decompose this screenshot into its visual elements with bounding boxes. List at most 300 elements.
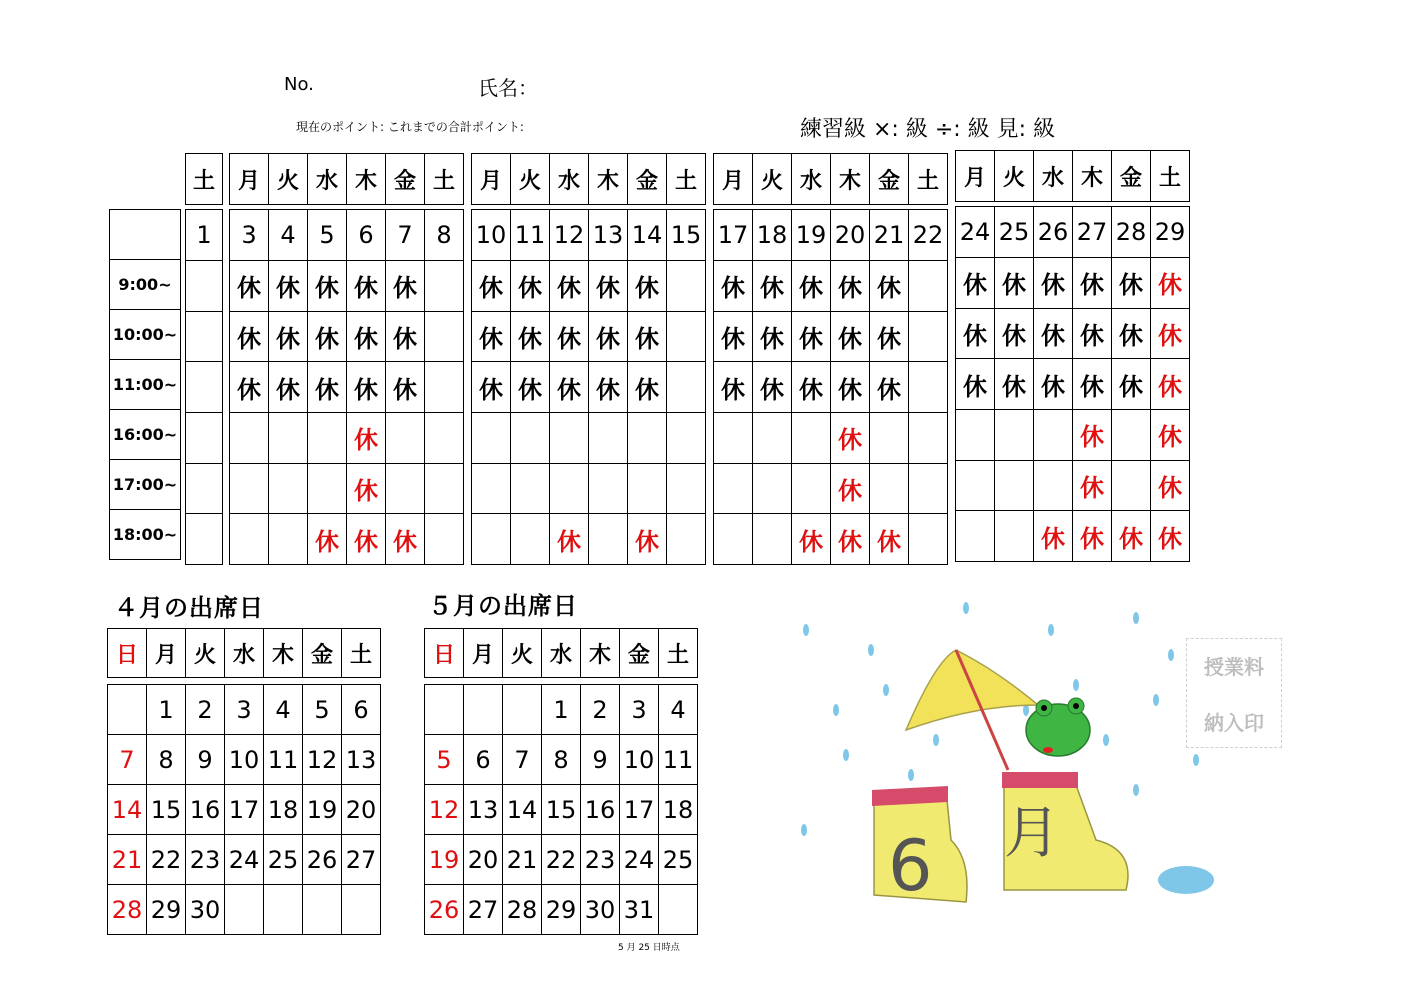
calendar-day: 21 xyxy=(108,835,147,885)
slot-cell: 休 xyxy=(753,362,792,413)
slot-cell: 休 xyxy=(1151,308,1190,359)
slot-cell: 休 xyxy=(956,258,995,309)
month-number: 6 xyxy=(888,825,933,907)
weekday-header: 月 xyxy=(714,154,753,205)
calendar-day: 24 xyxy=(620,835,659,885)
slot-cell xyxy=(186,413,223,464)
calendar-weekday: 日 xyxy=(108,629,147,678)
slot-cell: 休 xyxy=(308,311,347,362)
date-cell: 25 xyxy=(995,207,1034,258)
calendar-day: 4 xyxy=(264,685,303,735)
slot-cell xyxy=(511,463,550,514)
slot-cell: 休 xyxy=(1151,511,1190,562)
calendar-weekday: 木 xyxy=(581,629,620,678)
weekday-header: 土 xyxy=(425,154,464,205)
slot-cell xyxy=(186,514,223,565)
weekday-header: 水 xyxy=(550,154,589,205)
weekday-header: 金 xyxy=(386,154,425,205)
slot-cell: 休 xyxy=(831,261,870,312)
date-cell: 20 xyxy=(831,210,870,261)
slot-cell: 休 xyxy=(1034,359,1073,410)
slot-cell: 休 xyxy=(589,261,628,312)
slot-cell: 休 xyxy=(589,362,628,413)
tuition-stamp-box xyxy=(1186,638,1282,748)
slot-cell xyxy=(995,511,1034,562)
slot-cell: 休 xyxy=(230,311,269,362)
slot-cell xyxy=(186,311,223,362)
date-cell: 13 xyxy=(589,210,628,261)
calendar-day: 30 xyxy=(581,885,620,935)
slot-cell xyxy=(386,463,425,514)
slot-cell: 休 xyxy=(511,261,550,312)
calendar-day: 17 xyxy=(225,785,264,835)
slot-cell: 休 xyxy=(550,362,589,413)
weekday-header: 水 xyxy=(792,154,831,205)
calendar-day: 9 xyxy=(186,735,225,785)
slot-cell xyxy=(269,514,308,565)
calendar-day: 4 xyxy=(659,685,698,735)
slot-cell xyxy=(956,410,995,461)
date-cell: 1 xyxy=(186,210,223,261)
calendar-day: 7 xyxy=(503,735,542,785)
time-slot-column xyxy=(109,209,181,560)
calendar-day: 28 xyxy=(108,885,147,935)
calendar-day: 8 xyxy=(542,735,581,785)
slot-cell: 休 xyxy=(386,311,425,362)
calendar-day: 18 xyxy=(659,785,698,835)
slot-cell: 休 xyxy=(1151,258,1190,309)
slot-cell xyxy=(870,463,909,514)
weekday-header: 水 xyxy=(1034,151,1073,202)
slot-cell xyxy=(269,463,308,514)
slot-cell xyxy=(425,463,464,514)
date-cell: 26 xyxy=(1034,207,1073,258)
slot-cell: 休 xyxy=(792,261,831,312)
may-title: ５月の出席日 xyxy=(428,592,578,620)
slot-cell xyxy=(667,311,706,362)
calendar-weekday: 月 xyxy=(464,629,503,678)
slot-cell: 休 xyxy=(628,362,667,413)
slot-cell: 休 xyxy=(792,514,831,565)
name-label: 氏名： xyxy=(478,76,538,100)
slot-cell xyxy=(589,514,628,565)
calendar-day: 25 xyxy=(659,835,698,885)
slot-cell: 休 xyxy=(995,258,1034,309)
slot-cell xyxy=(667,413,706,464)
week3-schedule xyxy=(713,209,948,565)
calendar-day xyxy=(264,885,303,935)
weekday-header: 月 xyxy=(230,154,269,205)
slot-cell: 休 xyxy=(870,514,909,565)
slot-cell: 休 xyxy=(308,261,347,312)
slot-cell xyxy=(230,413,269,464)
slot-cell: 休 xyxy=(1034,308,1073,359)
calendar-weekday: 土 xyxy=(659,629,698,678)
calendar-day: 20 xyxy=(464,835,503,885)
slot-cell xyxy=(589,463,628,514)
calendar-weekday: 水 xyxy=(225,629,264,678)
puddle-icon xyxy=(1158,866,1214,894)
calendar-weekday: 金 xyxy=(303,629,342,678)
stamp-line1: 授業料 xyxy=(1204,655,1264,679)
weekday-header: 金 xyxy=(870,154,909,205)
slot-cell xyxy=(956,460,995,511)
date-cell: 24 xyxy=(956,207,995,258)
slot-cell xyxy=(1034,460,1073,511)
april-weekday-header xyxy=(107,628,381,678)
slot-cell: 休 xyxy=(511,311,550,362)
calendar-day: 26 xyxy=(303,835,342,885)
slot-cell: 休 xyxy=(347,514,386,565)
date-cell: 18 xyxy=(753,210,792,261)
slot-cell xyxy=(1034,410,1073,461)
date-cell: 12 xyxy=(550,210,589,261)
calendar-day: 6 xyxy=(464,735,503,785)
slot-cell: 休 xyxy=(1073,308,1112,359)
weekday-header: 月 xyxy=(472,154,511,205)
slot-cell xyxy=(425,514,464,565)
calendar-day: 14 xyxy=(503,785,542,835)
calendar-weekday: 日 xyxy=(425,629,464,678)
weekday-header: 木 xyxy=(589,154,628,205)
calendar-day: 5 xyxy=(303,685,342,735)
weekday-header: 木 xyxy=(831,154,870,205)
slot-cell: 休 xyxy=(714,362,753,413)
date-cell: 22 xyxy=(909,210,948,261)
calendar-day: 12 xyxy=(303,735,342,785)
slot-cell: 休 xyxy=(308,514,347,565)
slot-cell: 休 xyxy=(589,311,628,362)
slot-cell xyxy=(995,460,1034,511)
month-kanji: 月 xyxy=(1004,801,1060,866)
slot-cell: 休 xyxy=(753,261,792,312)
week1-header xyxy=(229,153,464,205)
week1-schedule xyxy=(229,209,464,565)
slot-cell xyxy=(909,514,948,565)
calendar-day: 16 xyxy=(581,785,620,835)
slot-cell xyxy=(472,514,511,565)
slot-cell: 休 xyxy=(347,463,386,514)
calendar-day: 19 xyxy=(303,785,342,835)
slot-cell: 休 xyxy=(347,261,386,312)
calendar-day: 19 xyxy=(425,835,464,885)
weekday-header: 木 xyxy=(1073,151,1112,202)
calendar-day: 20 xyxy=(342,785,381,835)
slot-cell xyxy=(308,413,347,464)
slot-cell xyxy=(511,413,550,464)
date-cell: 3 xyxy=(230,210,269,261)
weekday-header: 木 xyxy=(347,154,386,205)
slot-cell: 休 xyxy=(831,362,870,413)
slot-cell: 休 xyxy=(714,311,753,362)
slot-cell xyxy=(667,261,706,312)
calendar-day: 31 xyxy=(620,885,659,935)
date-cell: 27 xyxy=(1073,207,1112,258)
slot-cell: 休 xyxy=(1151,410,1190,461)
slot-cell xyxy=(870,413,909,464)
slot-cell: 休 xyxy=(995,359,1034,410)
slot-cell: 休 xyxy=(753,311,792,362)
date-cell: 6 xyxy=(347,210,386,261)
calendar-day: 15 xyxy=(147,785,186,835)
june-illustration xyxy=(776,590,1246,920)
slot-cell xyxy=(628,463,667,514)
calendar-day: 10 xyxy=(620,735,659,785)
slot-cell xyxy=(186,362,223,413)
slot-cell xyxy=(1112,460,1151,511)
slot-cell xyxy=(628,413,667,464)
slot-cell xyxy=(909,413,948,464)
slot-cell: 休 xyxy=(1151,460,1190,511)
slot-cell: 休 xyxy=(1112,308,1151,359)
calendar-day: 9 xyxy=(581,735,620,785)
week3-header xyxy=(713,153,948,205)
calendar-day: 8 xyxy=(147,735,186,785)
calendar-day: 25 xyxy=(264,835,303,885)
slot-cell xyxy=(425,311,464,362)
slot-cell: 休 xyxy=(1073,460,1112,511)
slot-cell xyxy=(667,362,706,413)
weekday-header: 金 xyxy=(1112,151,1151,202)
calendar-day: 2 xyxy=(186,685,225,735)
date-cell: 7 xyxy=(386,210,425,261)
date-cell: 28 xyxy=(1112,207,1151,258)
slot-cell xyxy=(269,413,308,464)
as-of-note: 5 月 25 日時点 xyxy=(618,943,680,953)
slot-cell: 休 xyxy=(1112,359,1151,410)
slot-cell: 休 xyxy=(628,261,667,312)
slot-cell: 休 xyxy=(1112,511,1151,562)
slot-cell xyxy=(714,514,753,565)
april-calendar xyxy=(107,684,381,935)
slot-cell: 休 xyxy=(347,413,386,464)
umbrella-icon xyxy=(906,650,1038,770)
calendar-day: 27 xyxy=(464,885,503,935)
slot-cell xyxy=(550,413,589,464)
slot-cell xyxy=(956,511,995,562)
slot-cell: 休 xyxy=(1073,258,1112,309)
slot-cell xyxy=(753,463,792,514)
slot-cell: 休 xyxy=(956,359,995,410)
first-saturday-column xyxy=(185,209,223,565)
grade-label: 練習級 ×: 級 ÷: 級 見: 級 xyxy=(800,117,1056,142)
slot-cell xyxy=(667,463,706,514)
time-slot-label: 11:00~ xyxy=(110,360,181,410)
weekday-header: 土 xyxy=(1151,151,1190,202)
weekday-header: 土 xyxy=(186,154,223,205)
calendar-day: 29 xyxy=(542,885,581,935)
rain-drops-icon xyxy=(801,602,1199,836)
time-slot-label: 17:00~ xyxy=(110,460,181,510)
date-cell: 21 xyxy=(870,210,909,261)
calendar-day: 23 xyxy=(186,835,225,885)
date-cell: 8 xyxy=(425,210,464,261)
calendar-weekday: 火 xyxy=(186,629,225,678)
may-calendar xyxy=(424,684,698,935)
slot-cell: 休 xyxy=(1112,258,1151,309)
slot-cell xyxy=(186,261,223,312)
calendar-day xyxy=(303,885,342,935)
slot-cell: 休 xyxy=(995,308,1034,359)
calendar-day: 16 xyxy=(186,785,225,835)
slot-cell: 休 xyxy=(550,261,589,312)
slot-cell xyxy=(589,413,628,464)
time-slot-label: 10:00~ xyxy=(110,310,181,360)
slot-cell xyxy=(1112,410,1151,461)
slot-cell xyxy=(909,261,948,312)
calendar-day: 1 xyxy=(542,685,581,735)
calendar-weekday: 木 xyxy=(264,629,303,678)
slot-cell: 休 xyxy=(347,362,386,413)
slot-cell xyxy=(995,410,1034,461)
slot-cell: 休 xyxy=(347,311,386,362)
calendar-day: 11 xyxy=(659,735,698,785)
slot-cell: 休 xyxy=(550,311,589,362)
calendar-day: 10 xyxy=(225,735,264,785)
slot-cell: 休 xyxy=(628,311,667,362)
date-cell: 10 xyxy=(472,210,511,261)
calendar-day: 7 xyxy=(108,735,147,785)
slot-cell: 休 xyxy=(831,463,870,514)
calendar-day xyxy=(108,685,147,735)
points-label: 現在のポイント: これまでの合計ポイント: xyxy=(296,120,524,134)
date-cell: 11 xyxy=(511,210,550,261)
calendar-day: 15 xyxy=(542,785,581,835)
calendar-day: 1 xyxy=(147,685,186,735)
slot-cell: 休 xyxy=(1034,511,1073,562)
calendar-day xyxy=(503,685,542,735)
calendar-day: 17 xyxy=(620,785,659,835)
calendar-day: 18 xyxy=(264,785,303,835)
slot-cell: 休 xyxy=(472,362,511,413)
calendar-day: 2 xyxy=(581,685,620,735)
slot-cell: 休 xyxy=(1151,359,1190,410)
calendar-day xyxy=(659,885,698,935)
calendar-day: 3 xyxy=(620,685,659,735)
date-cell: 4 xyxy=(269,210,308,261)
date-cell: 5 xyxy=(308,210,347,261)
weekday-header: 火 xyxy=(995,151,1034,202)
slot-cell: 休 xyxy=(831,311,870,362)
slot-cell xyxy=(909,362,948,413)
date-cell: 15 xyxy=(667,210,706,261)
slot-cell: 休 xyxy=(472,311,511,362)
slot-cell: 休 xyxy=(269,261,308,312)
weekday-header: 土 xyxy=(909,154,948,205)
slot-cell: 休 xyxy=(870,311,909,362)
calendar-day: 22 xyxy=(542,835,581,885)
stamp-line2: 納入印 xyxy=(1204,711,1264,735)
slot-cell: 休 xyxy=(831,413,870,464)
week2-schedule xyxy=(471,209,706,565)
weekday-header: 火 xyxy=(753,154,792,205)
slot-cell: 休 xyxy=(386,261,425,312)
slot-cell: 休 xyxy=(714,261,753,312)
calendar-day: 11 xyxy=(264,735,303,785)
number-label: No. xyxy=(284,74,314,95)
weekday-header: 水 xyxy=(308,154,347,205)
weekday-header: 土 xyxy=(667,154,706,205)
time-corner xyxy=(110,210,181,260)
slot-cell xyxy=(472,463,511,514)
april-title: ４月の出席日 xyxy=(114,594,264,622)
time-slot-label: 9:00~ xyxy=(110,260,181,310)
slot-cell: 休 xyxy=(472,261,511,312)
slot-cell: 休 xyxy=(870,362,909,413)
calendar-weekday: 月 xyxy=(147,629,186,678)
slot-cell: 休 xyxy=(792,362,831,413)
slot-cell: 休 xyxy=(831,514,870,565)
slot-cell: 休 xyxy=(230,362,269,413)
slot-cell xyxy=(792,413,831,464)
slot-cell xyxy=(792,463,831,514)
calendar-weekday: 金 xyxy=(620,629,659,678)
slot-cell: 休 xyxy=(386,514,425,565)
calendar-weekday: 水 xyxy=(542,629,581,678)
slot-cell xyxy=(511,514,550,565)
slot-cell: 休 xyxy=(792,311,831,362)
weekday-header: 火 xyxy=(511,154,550,205)
calendar-day: 27 xyxy=(342,835,381,885)
slot-cell: 休 xyxy=(1073,359,1112,410)
calendar-day: 22 xyxy=(147,835,186,885)
slot-cell: 休 xyxy=(511,362,550,413)
slot-cell xyxy=(425,362,464,413)
slot-cell xyxy=(714,413,753,464)
calendar-day: 5 xyxy=(425,735,464,785)
calendar-day xyxy=(464,685,503,735)
slot-cell: 休 xyxy=(956,308,995,359)
calendar-day: 13 xyxy=(464,785,503,835)
calendar-day xyxy=(425,685,464,735)
date-cell: 19 xyxy=(792,210,831,261)
slot-cell xyxy=(667,514,706,565)
calendar-day: 24 xyxy=(225,835,264,885)
slot-cell xyxy=(425,261,464,312)
slot-cell: 休 xyxy=(1034,258,1073,309)
slot-cell: 休 xyxy=(1073,410,1112,461)
slot-cell: 休 xyxy=(1073,511,1112,562)
slot-cell: 休 xyxy=(628,514,667,565)
calendar-day: 23 xyxy=(581,835,620,885)
week2-header xyxy=(471,153,706,205)
slot-cell xyxy=(386,413,425,464)
calendar-day: 26 xyxy=(425,885,464,935)
date-cell: 29 xyxy=(1151,207,1190,258)
calendar-weekday: 火 xyxy=(503,629,542,678)
calendar-day: 30 xyxy=(186,885,225,935)
calendar-day: 3 xyxy=(225,685,264,735)
slot-cell xyxy=(753,514,792,565)
slot-cell xyxy=(909,463,948,514)
slot-cell xyxy=(550,463,589,514)
slot-cell xyxy=(308,463,347,514)
slot-cell xyxy=(230,514,269,565)
slot-cell: 休 xyxy=(386,362,425,413)
slot-cell: 休 xyxy=(269,311,308,362)
date-cell: 14 xyxy=(628,210,667,261)
calendar-day: 6 xyxy=(342,685,381,735)
calendar-day: 29 xyxy=(147,885,186,935)
date-cell: 17 xyxy=(714,210,753,261)
calendar-day xyxy=(342,885,381,935)
week4-header xyxy=(955,150,1190,202)
calendar-day: 13 xyxy=(342,735,381,785)
frog-icon xyxy=(1026,698,1090,756)
week4-schedule xyxy=(955,206,1190,562)
calendar-day: 12 xyxy=(425,785,464,835)
slot-cell xyxy=(230,463,269,514)
